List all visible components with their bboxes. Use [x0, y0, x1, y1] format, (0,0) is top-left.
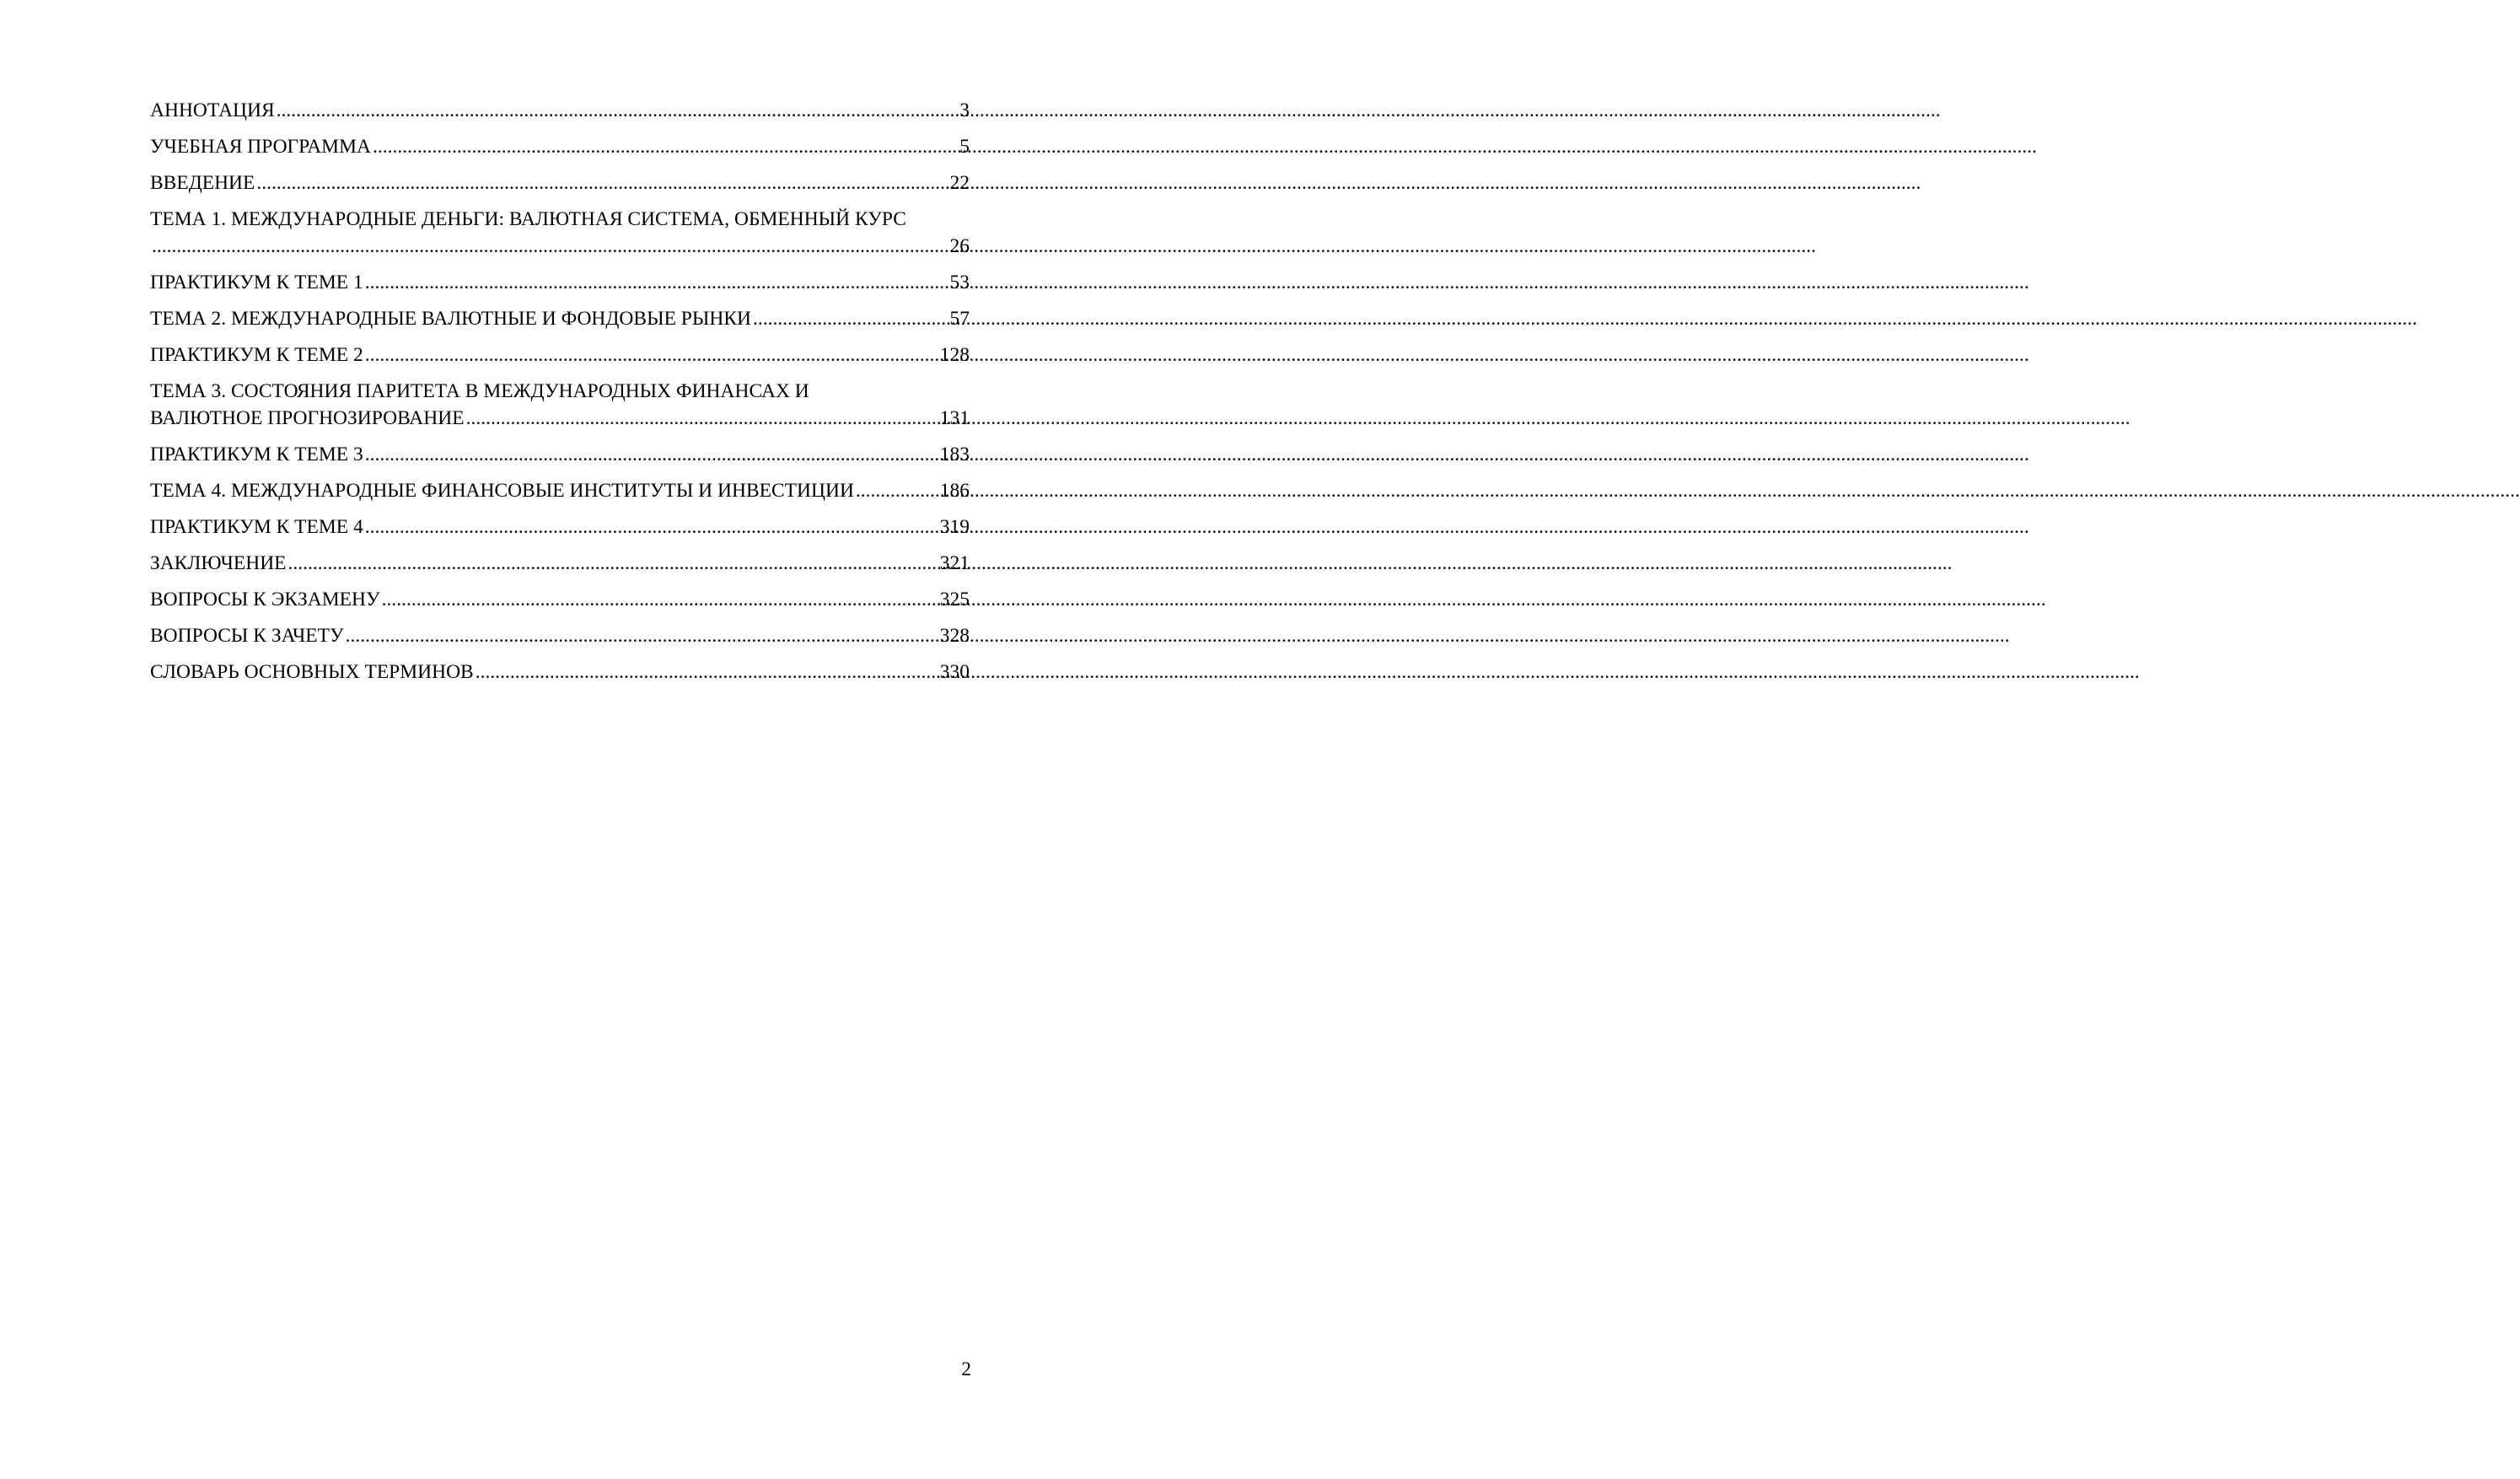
toc-entry-topic-4[interactable] — [150, 477, 970, 504]
toc-entry-title: СЛОВАРЬ ОСНОВНЫХ ТЕРМИНОВ — [150, 661, 474, 683]
toc-entry-title: ПРАКТИКУМ К ТЕМЕ 3 — [150, 444, 363, 465]
toc-entry-page: 325 — [939, 589, 970, 610]
dot-leader — [476, 659, 938, 686]
toc-entry-title: АННОТАЦИЯ — [150, 99, 275, 121]
toc-entry-exam-questions[interactable] — [150, 586, 970, 613]
toc-entry-practicum-1[interactable] — [150, 269, 970, 296]
toc-entry-title: ЗАКЛЮЧЕНИЕ — [150, 552, 287, 574]
toc-entry-topic-2[interactable] — [150, 305, 970, 332]
dot-leader — [365, 269, 948, 296]
dot-leader — [256, 169, 948, 196]
page-number: 2 — [961, 1358, 971, 1380]
toc-entry-page: 26 — [949, 235, 970, 257]
toc-entry-page: 131 — [939, 407, 970, 429]
dot-leader — [152, 233, 948, 260]
dot-leader — [466, 405, 938, 432]
toc-entry-practicum-4[interactable] — [150, 514, 970, 541]
toc-entry-title: ПРАКТИКУМ К ТЕМЕ 2 — [150, 344, 363, 366]
dot-leader — [365, 342, 938, 368]
toc-entry-page: 53 — [949, 272, 970, 293]
toc-entry-title: ВОПРОСЫ К ЭКЗАМЕНУ — [150, 589, 380, 610]
toc-entry-page: 5 — [959, 136, 970, 158]
toc-entry-page: 186 — [939, 480, 970, 502]
toc-entry-title: ПРАКТИКУМ К ТЕМЕ 1 — [150, 272, 363, 293]
table-of-contents — [150, 97, 970, 695]
dot-leader — [373, 133, 958, 160]
toc-entry-title: ВАЛЮТНОЕ ПРОГНОЗИРОВАНИЕ — [150, 407, 465, 429]
toc-entry-curriculum[interactable] — [150, 133, 970, 160]
toc-entry-introduction[interactable] — [150, 169, 970, 196]
toc-entry-title: УЧЕБНАЯ ПРОГРАММА — [150, 136, 371, 158]
toc-entry-practicum-2[interactable] — [150, 342, 970, 368]
toc-entry-page: 328 — [939, 625, 970, 647]
toc-entry-practicum-3[interactable] — [150, 441, 970, 468]
dot-leader — [365, 441, 938, 468]
toc-entry-page: 3 — [959, 99, 970, 121]
toc-entry-page: 330 — [939, 661, 970, 683]
toc-entry-title: ТЕМА 4. МЕЖДУНАРОДНЫЕ ФИНАНСОВЫЕ ИНСТИТУТЫ И ИНВЕСТИЦИИ — [150, 480, 854, 502]
toc-entry-title: ВОПРОСЫ К ЗАЧЕТУ — [150, 625, 344, 647]
toc-entry-title-line-1: ТЕМА 3. СОСТОЯНИЯ ПАРИТЕТА В МЕЖДУНАРОДНЫХ ФИНАНСАХ И — [150, 380, 809, 402]
dot-leader — [382, 586, 938, 613]
toc-entry-title: ТЕМА 2. МЕЖДУНАРОДНЫЕ ВАЛЮТНЫЕ И ФОНДОВЫЕ РЫНКИ — [150, 308, 751, 330]
dot-leader — [277, 97, 959, 124]
toc-entry-page: 319 — [939, 516, 970, 538]
toc-entry-title: ПРАКТИКУМ К ТЕМЕ 4 — [150, 516, 363, 538]
toc-entry-topic-3[interactable] — [150, 378, 970, 432]
toc-entry-title: ВВЕДЕНИЕ — [150, 172, 255, 194]
dot-leader — [856, 477, 938, 504]
toc-entry-conclusion[interactable] — [150, 550, 970, 577]
toc-entry-page: 183 — [939, 444, 970, 465]
toc-entry-page: 321 — [939, 552, 970, 574]
toc-entry-page: 22 — [949, 172, 970, 194]
dot-leader — [288, 550, 938, 577]
toc-entry-page: 128 — [939, 344, 970, 366]
dot-leader — [346, 622, 938, 649]
toc-entry-annotation[interactable] — [150, 97, 970, 124]
toc-entry-page: 57 — [949, 308, 970, 330]
dot-leader — [753, 305, 948, 332]
toc-entry-glossary[interactable] — [150, 659, 970, 686]
toc-entry-credit-questions[interactable] — [150, 622, 970, 649]
toc-entry-title-line-1: ТЕМА 1. МЕЖДУНАРОДНЫЕ ДЕНЬГИ: ВАЛЮТНАЯ СИСТЕМА, ОБМЕННЫЙ КУРС — [150, 208, 906, 230]
toc-entry-topic-1[interactable] — [150, 206, 970, 260]
dot-leader — [365, 514, 938, 541]
